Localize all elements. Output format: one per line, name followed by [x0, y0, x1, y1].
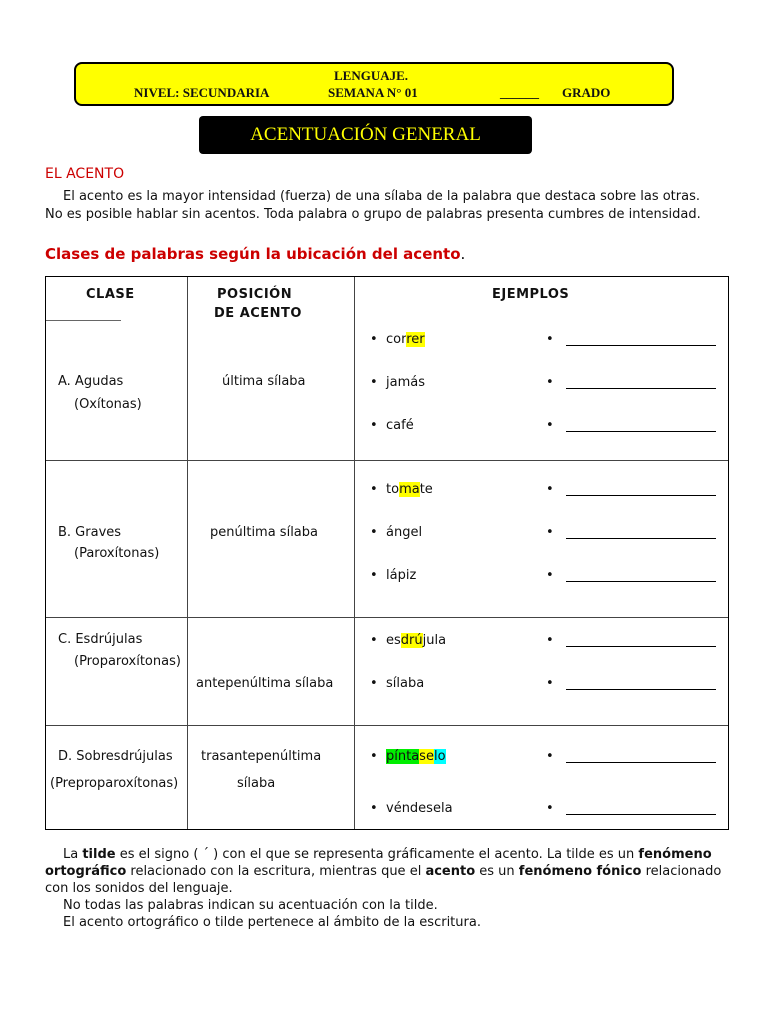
row-divider-3: [46, 725, 728, 726]
answer-blank[interactable]: [566, 581, 716, 582]
blank-bullet: •: [546, 749, 554, 764]
row-c-alt: (Proparoxítonas): [74, 654, 181, 669]
tilde-line-4: No todas las palabras indican su acentuación con la tilde.: [63, 898, 438, 913]
answer-blank[interactable]: [566, 345, 716, 346]
header-ejemplos: EJEMPLOS: [492, 287, 570, 302]
col-divider-2: [354, 277, 355, 829]
blank-bullet: •: [546, 418, 554, 433]
row-a-alt: (Oxítonas): [74, 397, 142, 412]
classes-table: [45, 276, 729, 830]
tilde-line-1: La tilde es el signo ( ´ ) con el que se representa gráficamente el acento. La tilde es un fenómeno: [63, 847, 712, 862]
answer-blank[interactable]: [566, 689, 716, 690]
grade-blank: ______: [500, 85, 539, 100]
blank-bullet: •: [546, 375, 554, 390]
header-underline: [46, 320, 121, 321]
blank-bullet: •: [546, 482, 554, 497]
classes-heading-text: Clases de palabras según la ubicación del acento: [45, 245, 461, 263]
row-c-position: antepenúltima sílaba: [196, 676, 334, 691]
answer-blank[interactable]: [566, 495, 716, 496]
row-d-alt: (Preproparoxítonas): [50, 776, 179, 791]
example-esdrujula: • esdrújula: [386, 633, 446, 648]
accent-heading: EL ACENTO: [45, 166, 125, 182]
row-b-alt: (Paroxítonas): [74, 546, 160, 561]
blank-bullet: •: [546, 676, 554, 691]
row-divider-1: [46, 460, 728, 461]
blank-bullet: •: [546, 525, 554, 540]
blank-bullet: •: [546, 633, 554, 648]
blank-bullet: •: [546, 568, 554, 583]
subject-label: LENGUAJE.: [334, 68, 409, 83]
answer-blank[interactable]: [566, 388, 716, 389]
example-correr: • correr: [386, 332, 425, 347]
row-b-name: B. Graves: [58, 525, 122, 540]
example-pintaselo: • píntaselo: [386, 749, 446, 764]
accent-line-2: No es posible hablar sin acentos. Toda palabra o grupo de palabras presenta cumbres de intensidad.: [45, 207, 701, 222]
example-vendesela: • véndesela: [386, 801, 453, 816]
tilde-paragraph: [45, 846, 725, 931]
blank-bullet: •: [546, 332, 554, 347]
answer-blank[interactable]: [566, 431, 716, 432]
row-d-name: D. Sobresdrújulas: [58, 749, 173, 764]
tilde-line-5: El acento ortográfico o tilde pertenece al ámbito de la escritura.: [63, 915, 481, 930]
answer-blank[interactable]: [566, 814, 716, 815]
example-silaba: • sílaba: [386, 676, 424, 691]
row-d-position: trasantepenúltima: [201, 749, 322, 764]
tilde-line-3: con los sonidos del lenguaje.: [45, 881, 233, 896]
header-posicion: POSICIÓN: [217, 287, 293, 302]
blank-bullet: •: [546, 801, 554, 816]
row-d-position-2: sílaba: [237, 776, 276, 791]
example-lapiz: • lápiz: [386, 568, 416, 583]
accent-line-1: El acento es la mayor intensidad (fuerza) de una sílaba de la palabra que destaca sobre las otras.: [63, 189, 700, 204]
col-divider-1: [187, 277, 188, 829]
row-a-position: última sílaba: [222, 374, 306, 389]
row-b-position: penúltima sílaba: [210, 525, 318, 540]
level-label: NIVEL: SECUNDARIA: [134, 85, 270, 100]
main-title: ACENTUACIÓN GENERAL: [199, 116, 532, 154]
header-clase: CLASE: [86, 287, 135, 302]
header-de-acento: DE ACENTO: [214, 306, 302, 321]
classes-heading: [45, 245, 465, 263]
example-angel: • ángel: [386, 525, 422, 540]
classes-heading-dot: .: [460, 245, 466, 263]
row-divider-2: [46, 617, 728, 618]
week-label: SEMANA N° 01: [328, 85, 418, 100]
grade-label: GRADO: [562, 85, 611, 100]
answer-blank[interactable]: [566, 762, 716, 763]
example-cafe: • café: [386, 418, 414, 433]
tilde-line-2: ortográfico relacionado con la escritura, mientras que el acento es un fenómeno fónico relacionado: [45, 864, 722, 879]
answer-blank[interactable]: [566, 646, 716, 647]
row-a-name: A. Agudas: [58, 374, 124, 389]
header-box: [74, 62, 674, 106]
row-c-name: C. Esdrújulas: [58, 632, 143, 647]
answer-blank[interactable]: [566, 538, 716, 539]
example-tomate: • tomate: [386, 482, 433, 497]
example-jamas: • jamás: [386, 375, 425, 390]
